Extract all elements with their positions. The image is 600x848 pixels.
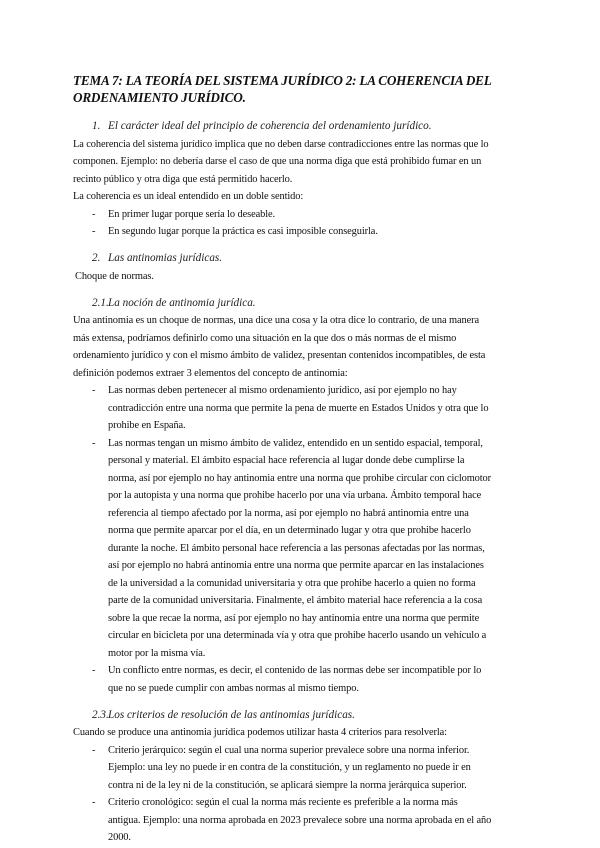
text-line: ordenamiento jurídico y con el mismo ámbito de validez, presentan contenidos incompatibles, de esta [73, 350, 486, 361]
text-line: Criterio cronológico: según el cual la norma más reciente es preferible a la norma más [108, 797, 458, 808]
text-line: La coherencia es un ideal entendido en un doble sentido: [73, 191, 304, 202]
text-line: Criterio jerárquico: según el cual una norma superior prevalece sobre una norma inferior. [108, 744, 470, 756]
text-line: antigua. Ejemplo: una norma aprobada en 2023 prevalece sobre una norma aprobada en el año [108, 814, 492, 826]
section [73, 295, 533, 698]
section-heading-text: La noción de antinomia jurídica. [108, 296, 256, 309]
title-line: TEMA 7: LA TEORÍA DEL SISTEMA JURÍDICO 2: LA COHERENCIA DEL [73, 73, 492, 88]
section-heading-text: Las antinomias jurídicas. [108, 252, 223, 264]
text-line: La coherencia del sistema jurídico implica que no deben darse contradicciones entre las normas que lo [73, 138, 489, 150]
section-number: 1. [92, 120, 101, 132]
text-line: norma que permite aparcar por el día, en un determinado lugar y otra que prohibe hacerlo [108, 525, 471, 536]
text-line: norma, así por ejemplo no hay antinomia entre una norma que prohibe circular con ciclomotor [108, 472, 492, 484]
text-line: motor por la misma vía. [108, 647, 206, 659]
section-heading [73, 118, 533, 136]
section-heading [73, 250, 533, 268]
text-line: En segundo lugar porque la práctica es casi imposible conseguirla. [108, 226, 378, 237]
text-line: Un conflicto entre normas, es decir, el contenido de las normas debe ser incompatible por lo [108, 665, 482, 676]
text-line: de la universidad a la comunidad universitaria y otra que prohibe hacerlo a quien no forma [108, 577, 476, 589]
text-line: sobre la que recae la norma, así por ejemplo no hay antinomia entre una norma que permite [108, 612, 480, 624]
text-line: Una antinomia es un choque de normas, una dice una cosa y la otra dice lo contrario, de una manera [73, 315, 479, 326]
text-line: contra ni de la ley ni de la constitución, se aplicará siempre la norma jerárquica superior. [108, 779, 467, 791]
bullet-dash: - [92, 744, 96, 756]
bullet-dash: - [92, 226, 96, 237]
paragraph [73, 136, 533, 206]
bullet-dash: - [92, 797, 96, 808]
section [73, 707, 533, 847]
text-line: definición podemos extraer 3 elementos del concepto de antinomia: [73, 367, 348, 379]
text-line: por la autopista y una norma que prohibe hacerlo por una vía urbana. Ámbito temporal hace [108, 490, 482, 501]
section [73, 250, 533, 285]
text-line: En primer lugar porque sería lo deseable. [108, 208, 275, 220]
section-heading-text: El carácter ideal del principio de coherencia del ordenamiento jurídico. [108, 120, 432, 132]
text-line: contradicción entre una norma que permite la pena de muerte en Estados Unidos y otra que lo [108, 402, 489, 414]
title-line: ORDENAMIENTO JURÍDICO. [73, 90, 246, 105]
paragraph [73, 312, 533, 382]
text-line: Las normas tengan un mismo ámbito de validez, entendido en un sentido espacial, temporal, [108, 437, 483, 449]
section-heading [73, 295, 533, 313]
list-item [73, 206, 533, 224]
text-line: circular en bicicleta por una determinada vía y otra que prohibe hacerlo usando un vehículo a [108, 630, 487, 641]
text-line: personal y material. El ámbito espacial hace referencia al lugar donde debe cumplirse la [108, 455, 465, 466]
list-item [73, 794, 533, 847]
text-line: así por ejemplo no habrá antinomia entre una norma que permite aparcar en las instalaciones [108, 560, 484, 571]
list-item [73, 742, 533, 795]
text-line: parte de la comunidad universitaria. Finalmente, el ámbito material hace referencia a la cosa [108, 595, 483, 606]
bullet-dash: - [92, 385, 96, 396]
bullet-dash: - [92, 437, 96, 449]
text-line: más extensa, podríamos definirlo como una situación en la que dos o más normas de el mismo [73, 332, 457, 344]
document-body [73, 118, 533, 847]
bullet-dash: - [92, 665, 96, 676]
section-number: 2. [92, 252, 101, 264]
list-item [73, 223, 533, 241]
list-item [73, 382, 533, 435]
document-page [73, 72, 533, 847]
text-line: 2000. [108, 832, 131, 843]
text-line: durante la noche. El ámbito personal hace referencia a las personas afectadas por las normas, [108, 542, 485, 554]
document-title [73, 72, 533, 106]
text-line: Cuando se produce una antinomia jurídica podemos utilizar hasta 4 criterios para resolverla: [73, 727, 447, 738]
paragraph [73, 268, 533, 286]
bullet-dash: - [92, 208, 96, 220]
paragraph [73, 724, 533, 742]
list-item [73, 435, 533, 663]
section-number: 2.3. [92, 708, 109, 721]
text-line: componen. Ejemplo: no debería darse el caso de que una norma diga que está prohibido fumar en un [73, 156, 482, 167]
section-heading-text: Los criterios de resolución de las antinomias jurídicas. [108, 708, 355, 721]
list-item [73, 662, 533, 697]
text-line: prohibe en España. [108, 420, 186, 431]
text-line: Ejemplo: una ley no puede ir en contra de la constitución, y un reglamento no puede ir en [108, 762, 471, 773]
section [73, 118, 533, 241]
text-line: Choque de normas. [75, 270, 154, 282]
section-heading [73, 707, 533, 725]
text-line: recinto público y otra diga que está permitido hacerlo. [73, 173, 293, 185]
text-line: referencia al tiempo afectado por la norma, así por ejemplo no habrá antinomia entre una [108, 507, 469, 519]
text-line: Las normas deben pertenecer al mismo ordenamiento jurídico, así por ejemplo no hay [108, 385, 457, 396]
section-number: 2.1. [92, 296, 109, 309]
text-line: que no se puede cumplir con ambas normas al mismo tiempo. [108, 682, 359, 694]
